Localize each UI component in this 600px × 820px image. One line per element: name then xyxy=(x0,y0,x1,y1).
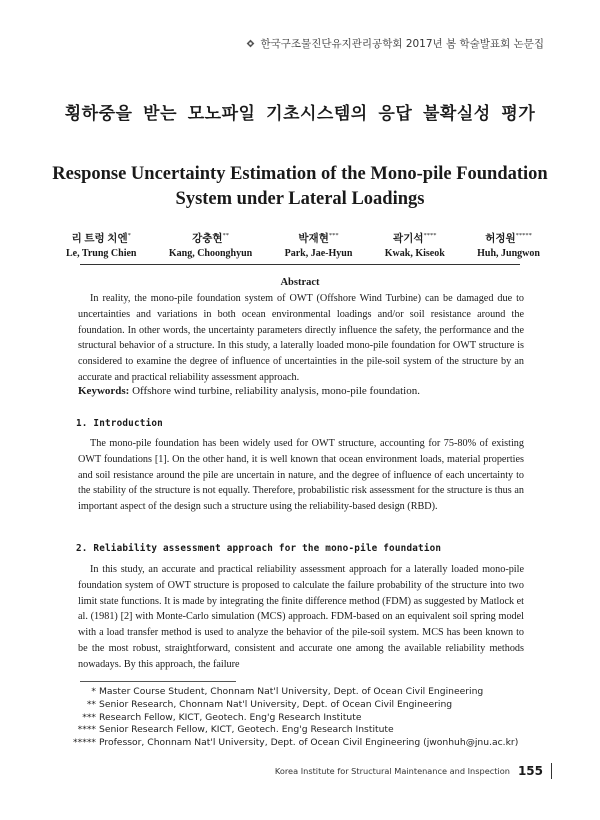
footnote-mark: **** xyxy=(77,724,96,736)
proceedings-header xyxy=(245,36,544,51)
author-korean-name: 허정원 xyxy=(485,233,516,245)
author-mark: ***** xyxy=(515,232,532,239)
footnote xyxy=(66,712,536,725)
author-english-name: Le, Trung Chien xyxy=(66,248,137,260)
author-mark: ** xyxy=(222,232,230,239)
footnote xyxy=(66,737,536,750)
korean-title: 횡하중을 받는 모노파일 기초시스템의 응답 불확실성 평가 xyxy=(64,104,536,124)
footnote-text: Professor, Chonnam Nat'l University, Dept. of Ocean Civil Engineering (jwonhuh@jnu.ac.kr) xyxy=(99,737,519,749)
author-english-name: Huh, Jungwon xyxy=(477,248,540,260)
footnote-text: Master Course Student, Chonnam Nat'l University, Dept. of Ocean Civil Engineering xyxy=(99,686,484,697)
footnote-text: Senior Research, Chonnam Nat'l University, Dept. of Ocean Civil Engineering xyxy=(99,698,453,710)
author-english-name: Kwak, Kiseok xyxy=(384,248,445,260)
keywords xyxy=(78,384,528,399)
diamond-logo-icon xyxy=(245,38,256,49)
author xyxy=(169,228,252,261)
author xyxy=(477,228,540,261)
abstract-heading: Abstract xyxy=(280,277,320,288)
footer-institute: Korea Institute for Structural Maintenance and Inspection xyxy=(274,766,510,776)
author-english-name: Kang, Choonghyun xyxy=(168,248,253,260)
footnote xyxy=(66,724,536,737)
author xyxy=(66,228,136,261)
author-english-name: Park, Jae-Hyun xyxy=(284,248,353,260)
author-list xyxy=(66,228,540,261)
footnote-mark: * xyxy=(91,686,96,697)
english-title: Response Uncertainty Estimation of the Mono-pile Foundation System under Lateral Loadings xyxy=(52,164,548,209)
footer-divider xyxy=(551,763,552,779)
footnote-text: Research Fellow, KICT, Geotech. Eng'g Research Institute xyxy=(99,711,362,723)
author-mark: *** xyxy=(328,232,339,239)
title-divider xyxy=(80,264,520,265)
footnote-text: Senior Research Fellow, KICT, Geotech. Eng'g Research Institute xyxy=(99,724,394,736)
section-text-introduction: The mono-pile foundation has been widely used for OWT structure, accounting for 75-80% of existing OWT foundations [1]. On the other hand, it is well known that ocean environment loads, material properties and soil resistance around the pile are uncertain in nature, and the degree of influence of each uncertainty to the stability of the structure is not equally. Therefore, probabilistic risk assessment for the structure is thus an important aspect of the design such a structure using the reliability-based design (RBD). xyxy=(78,438,524,513)
footnote-mark: *** xyxy=(82,711,96,723)
author-korean-name: 리 트렁 치엔 xyxy=(71,233,128,245)
page-footer xyxy=(275,763,552,779)
author-mark: **** xyxy=(423,232,437,239)
section-heading-reliability: 2. Reliability assessment approach for the mono-pile foundation xyxy=(76,543,442,554)
footnote-mark: ** xyxy=(86,698,96,710)
footnotes xyxy=(66,686,536,750)
author-mark: * xyxy=(127,232,131,239)
section-heading-introduction: 1. Introduction xyxy=(76,418,163,429)
keywords-text: Offshore wind turbine, reliability analysis, mono-pile foundation. xyxy=(132,385,420,397)
author-korean-name: 곽기석 xyxy=(393,233,424,245)
footnote xyxy=(66,686,536,699)
footnote-divider xyxy=(80,681,236,682)
author-korean-name: 강충현 xyxy=(192,233,223,245)
author xyxy=(385,228,445,261)
footnote xyxy=(66,699,536,712)
section-text-reliability: In this study, an accurate and practical reliability assessment approach for a laterally loaded mono-pile foundation system of OWT structure is proposed to calculate the failure probability of the structure into two limit state functions. It is made by integrating the finite difference method (FDM) as suggested by Matlock et al. (1981) [2] with Monte-Carlo simulation (MCS) approach. FDM-based on an equivalent soil spring model with a load transfer method is used to analyze the behavior of the pile-soil system. MCS has been known to be the most robust, straightforward, consistent and accurate one among the available reliability methods nowadays. By this approach, the failure xyxy=(78,564,524,670)
keywords-label: Keywords: xyxy=(78,385,130,397)
author-korean-name: 박재현 xyxy=(298,233,329,245)
footnote-mark: ***** xyxy=(73,737,96,749)
proceedings-title: 한국구조물진단유지관리공학회 2017년 봄 학술발표회 논문집 xyxy=(260,38,544,50)
abstract-text: In reality, the mono-pile foundation system of OWT (Offshore Wind Turbine) can be damaged due to uncertainties and variations in both ocean environmental loadings and/or soil resistance around the foundation. In other words, the uncertainty parameters directly influence the safety, the performance and the structural behavior of a structure. In this study, a laterally loaded mono-pile foundation for OWT structure is considered to examine the degree of influence of uncertainties in the pile-soil system of the structure by an accurate and practical reliability assessment approach. xyxy=(78,293,524,383)
author xyxy=(285,228,353,261)
page-number: 155 xyxy=(517,764,543,778)
